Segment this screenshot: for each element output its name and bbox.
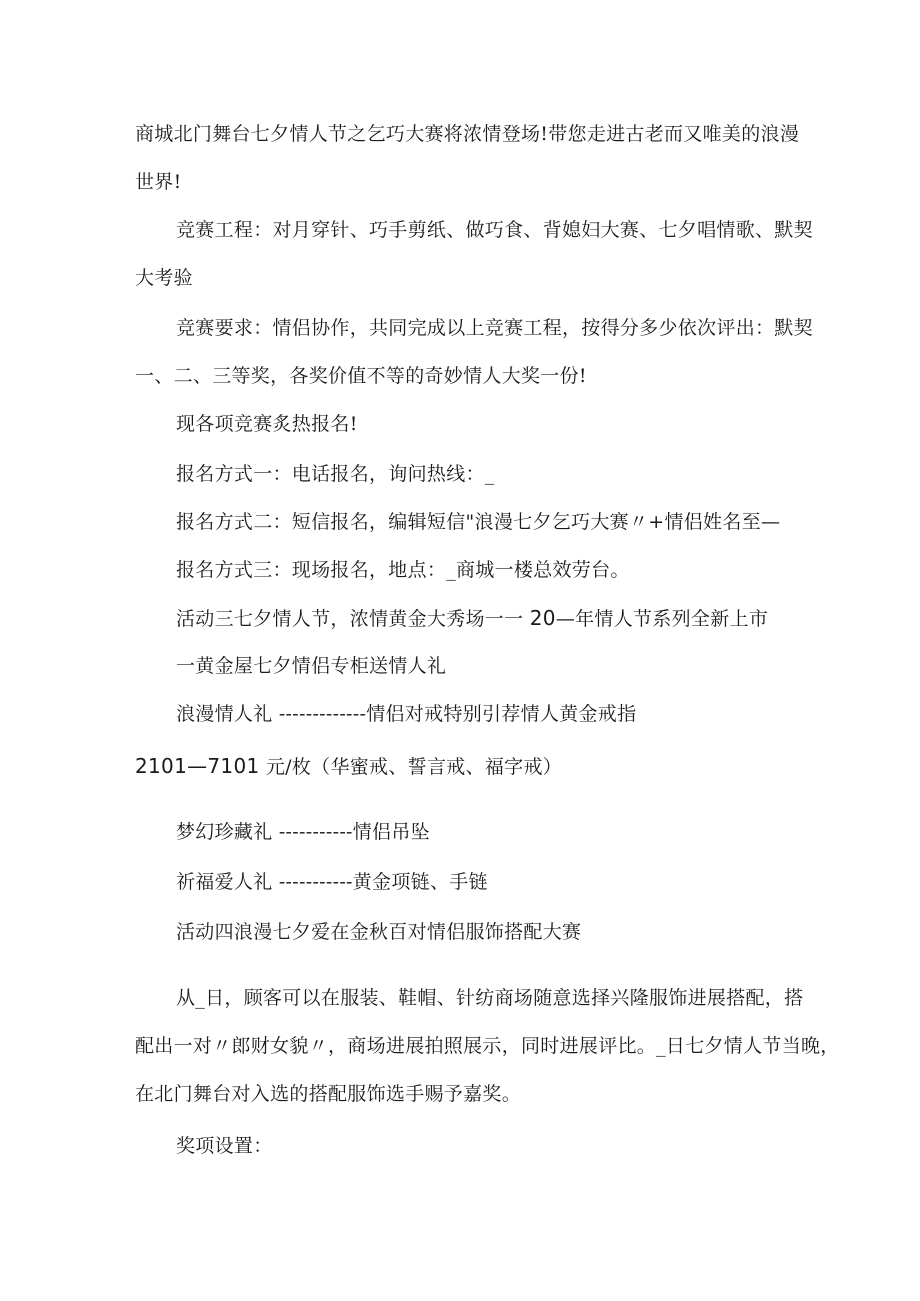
matching-contest-line-3: 在北门舞台对入选的搭配服饰选手赐予嘉奖。 [135, 1083, 522, 1105]
competition-rules-line-1: 竞赛要求：情侣协作，共同完成以上竞赛工程，按得分多少依次评出：默契 [176, 317, 813, 339]
competition-items-line-2: 大考验 [135, 267, 193, 289]
gold-house-line: 一黄金屋七夕情侣专柜送情人礼 [176, 655, 447, 677]
gift-dream-line: 梦幻珍藏礼 -----------情侣吊坠 [176, 821, 430, 843]
ring-price-text: 元/枚（华蜜戒、誓言戒、福字戒） [259, 756, 563, 778]
prize-settings-heading: 奖项设置： [176, 1135, 273, 1157]
registration-method-3: 报名方式三：现场报名，地点：_商城一楼总效劳台。 [176, 559, 630, 581]
intro-line-1: 商城北门舞台七夕情人节之乞巧大赛将浓情登场!带您走进古老而又唯美的浪漫 [135, 123, 800, 145]
registration-open: 现各项竞赛炙热报名! [176, 413, 358, 435]
activity-three-heading [176, 606, 768, 631]
registration-method-2: 报名方式二：短信报名，编辑短信"浪漫七夕乞巧大赛〃+情侣姓名至— [176, 511, 781, 533]
matching-contest-line-1: 从_日，顾客可以在服装、鞋帽、针纺商场随意选择兴隆服饰进展搭配，搭 [176, 987, 804, 1009]
registration-method-1: 报名方式一：电话报名，询问热线：_ [176, 463, 495, 485]
ring-price-line [135, 754, 562, 779]
activity-four-heading: 活动四浪漫七夕爱在金秋百对情侣服饰搭配大赛 [176, 921, 582, 943]
gift-romantic-line: 浪漫情人礼 -------------情侣对戒特别引荐情人黄金戒指 [176, 703, 637, 725]
ring-price-range: 2101—7101 [135, 754, 260, 778]
intro-line-2: 世界! [135, 171, 182, 193]
matching-contest-line-2: 配出一对〃郎财女貌〃，商场进展拍照展示，同时进展评比。_日七夕情人节当晚， [135, 1035, 840, 1057]
competition-items-line-1: 竞赛工程：对月穿针、巧手剪纸、做巧食、背媳妇大赛、七夕唱情歌、默契 [176, 219, 813, 241]
competition-rules-line-2: 一、二、三等奖，各奖价值不等的奇妙情人大奖一份! [135, 365, 587, 387]
activity-three-year: 20 [529, 606, 556, 630]
activity-three-text-end: —年情人节系列全新上市 [555, 608, 769, 630]
gift-blessing-line: 祈福爱人礼 -----------黄金项链、手链 [176, 871, 488, 893]
activity-three-text: 活动三七夕情人节，浓情黄金大秀场一一 [176, 608, 530, 630]
